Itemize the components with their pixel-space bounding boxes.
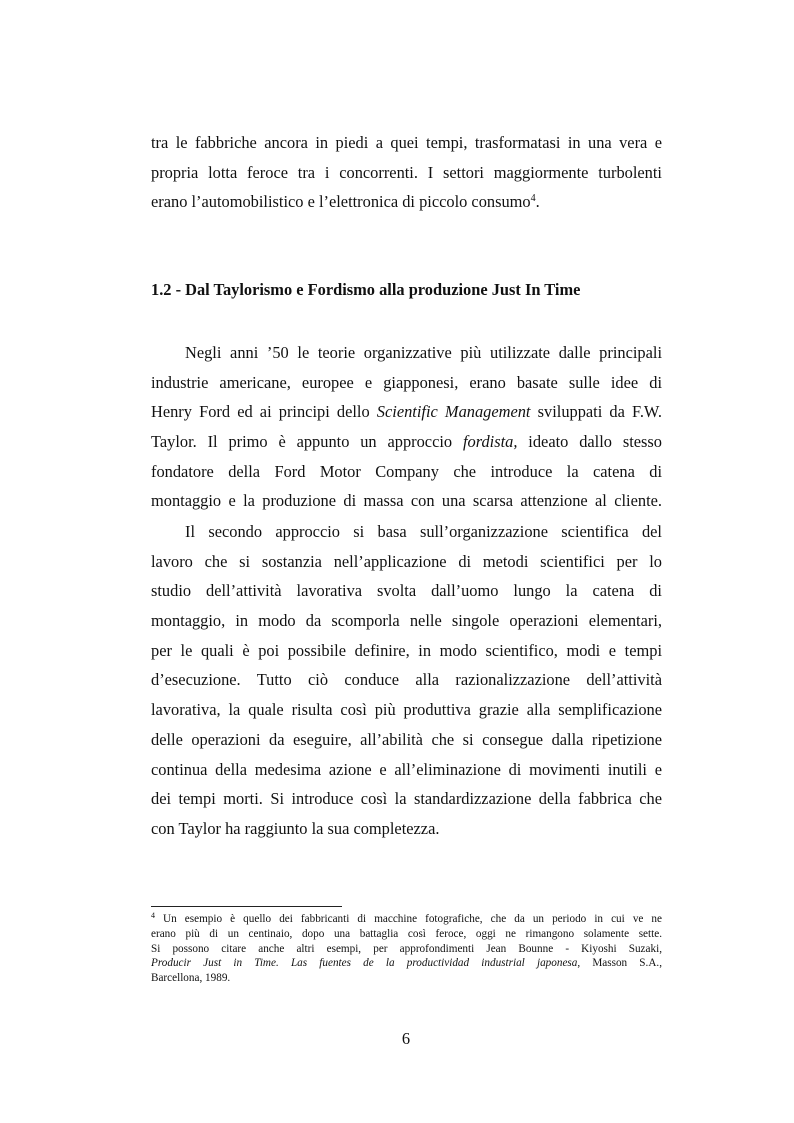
text-segment: Un esempio è quello dei fabbricanti di macchine fotografiche, che da un periodo in cui ve ne [155,913,662,925]
text-line: montaggio e la produzione di massa con una scarsa attenzione al cliente. [151,491,662,511]
footnote-line: Si possono citare anche altri esempi, per approfondimenti Jean Bounne - Kiyoshi Suzaki, [151,942,662,955]
text-segment: , Masson S.A., [577,957,662,970]
section-heading: 1.2 - Dal Taylorismo e Fordismo alla produzione Just In Time [151,280,581,299]
text-segment: Henry Ford ed ai principi dello [151,402,377,422]
text-segment: erano l’automobilistico e l’elettronica di piccolo consumo [151,192,531,212]
footnote-line: erano più di un centinaio, dopo una battaglia così feroce, oggi ne rimangono solamente sette. [151,927,662,940]
page-number: 6 [401,1029,411,1048]
text-line: studio dell’attività lavorativa svolta dall’uomo lungo la catena di [151,581,662,601]
text-segment: . [535,192,540,212]
footnote-line [151,956,662,971]
text-line: d’esecuzione. Tutto ciò conduce alla razionalizzazione dell’attività [151,670,662,690]
text-line: per le quali è poi possibile definire, in modo scientifico, modi e tempi [151,640,662,660]
footnote-line [151,912,662,927]
text-line: Il secondo approccio si basa sull’organizzazione scientifica del [185,522,662,541]
text-line: propria lotta feroce tra i concorrenti. I settori maggiormente turbolenti [151,162,662,182]
text-line: dei tempi morti. Si introduce così la standardizzazione della fabbrica che [151,789,662,809]
footnote-separator [151,906,342,907]
paragraph-1 [151,338,662,516]
italic-term: fordista, [462,432,518,452]
text-segment: Taylor. Il primo è appunto un approccio [151,432,463,452]
italic-title: Producir Just in Time. Las fuentes de la productividad industrial japonesa [151,957,578,970]
text-line: con Taylor ha raggiunto la sua completezza. [151,818,440,838]
text-line: lavoro che si sostanzia nell’applicazione di metodi scientifici per lo [151,551,662,571]
text-segment: sviluppati da F.W. [530,402,662,422]
text-line: tra le fabbriche ancora in piedi a quei tempi, trasformatasi in una vera e [151,133,662,152]
footnote-reference[interactable]: 4 [530,193,536,205]
footnote-line: Barcellona, 1989. [151,972,231,985]
italic-term: Scientific Management [376,402,531,422]
text-line: Negli anni ’50 le teorie organizzative più utilizzate dalle principali [185,343,662,362]
footnote-number: 4 [151,911,155,920]
text-line: montaggio, in modo da scomporla nelle singole operazioni elementari, [151,611,662,631]
text-line: continua della medesima azione e all’eliminazione di movimenti inutili e [151,759,662,779]
paragraph-2 [151,517,662,844]
text-line [151,397,662,427]
intro-paragraph [151,128,662,217]
text-segment: ideato dallo stesso [517,432,662,452]
text-line [151,427,662,457]
text-line: industrie americane, europee e giapponesi, erano basate sulle idee di [151,372,662,392]
text-line: delle operazioni da eseguire, all’abilità che si consegue dalla ripetizione [151,729,662,749]
footnote [151,912,662,986]
text-line [151,187,662,217]
text-line: fondatore della Ford Motor Company che introduce la catena di [151,461,662,481]
text-line: lavorativa, la quale risulta così più produttiva grazie alla semplificazione [151,700,662,720]
